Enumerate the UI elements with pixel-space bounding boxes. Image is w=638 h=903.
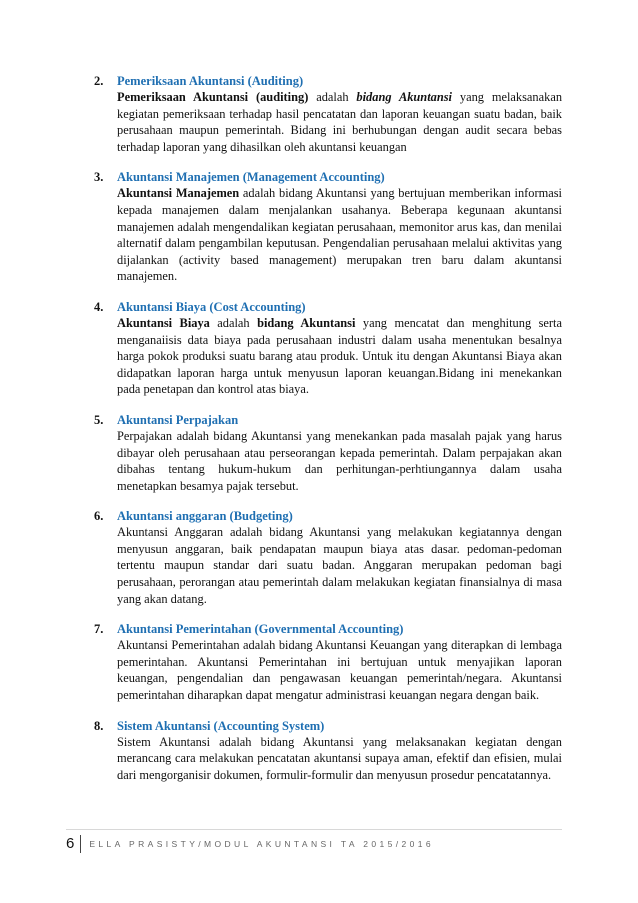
list-item-content: [117, 412, 562, 494]
section-heading: Akuntansi Biaya (Cost Accounting): [117, 299, 306, 314]
emphasized-text: Akuntansi Manajemen: [117, 186, 240, 201]
list-item-content: [117, 508, 562, 607]
section-heading: Pemeriksaan Akuntansi (Auditing): [117, 74, 304, 88]
page-footer: [66, 835, 434, 853]
footer-text: ELLA PRASISTY/MODUL AKUNTANSI TA 2015/2016: [89, 839, 435, 849]
paragraph-text: adalah: [209, 315, 258, 330]
list-item: [94, 718, 562, 784]
list-item: [94, 412, 562, 494]
section-paragraph: [117, 315, 562, 398]
list-item-number: 5.: [94, 412, 104, 427]
list-item-number: 4.: [94, 299, 104, 314]
page-number: 6: [66, 835, 81, 853]
paragraph-text: Akuntansi Pemerintahan adalah bidang Akuntansi Keuangan yang diterapkan di lembaga pemerintahan. Akuntansi Pemerintahan ini bertujuan untuk menyajikan laporan keuangan, pengendalian dan pengawasan keuangan pemerintah/negara. Akuntansi pemerintahan diharapkan dapat mengatur administrasi keuangan negara dengan baik.: [117, 638, 562, 703]
paragraph-text: Akuntansi Anggaran adalah bidang Akuntansi yang melakukan kegiatannya dengan menyusun anggaran, baik pendapatan maupun biaya atas dasar. pedoman-pedoman tertentu maupun standar dari suatu badan. Anggaran merupakan pedoman bagi perusahaan, perorangan atau pemerintah dalam melakukan kegiatan finansialnya di masa yang akan datang.: [117, 525, 562, 606]
section-paragraph: [117, 185, 562, 285]
paragraph-text: yang melaksanakan kegiatan pemeriksaan terhadap hasil pencatatan dan laporan keuangan suatu badan, baik perusahaan maupun pemerintah. Bidang ini berhubungan dengan audit secara bebas terhadap laporan yang dihasilkan oleh akuntansi keuangan: [117, 90, 563, 154]
list-item-content: [117, 169, 562, 285]
section-heading: Akuntansi Perpajakan: [117, 412, 239, 427]
section-paragraph: [117, 89, 562, 155]
section-paragraph: [117, 734, 562, 784]
list-item-content: [117, 299, 562, 398]
list-item-content: [117, 621, 562, 703]
section-heading: Akuntansi Manajemen (Management Accounting): [117, 170, 385, 185]
list-item: [94, 73, 562, 155]
section-paragraph: [117, 524, 562, 607]
emphasized-text: Akuntansi Biaya: [117, 315, 210, 330]
list-item-number: 3.: [94, 170, 104, 185]
section-paragraph: [117, 637, 562, 703]
paragraph-text: yang mencatat dan menghitung serta menganaiisis data biaya pada perusahaan industri dalam usaha menentukan besalnya harga pokok produksi suatu barang atau produk. Untuk itu dengan Akuntansi Biaya akan didapatkan laporan harga untuk menyusun laporan keuangan.Bidang ini menekankan pada penetapan dan kontrol atas biaya.: [117, 315, 562, 397]
footer-divider: [66, 829, 562, 830]
list-item-number: 8.: [94, 718, 104, 733]
section-heading: Sistem Akuntansi (Accounting System): [117, 718, 325, 733]
section-heading: Akuntansi anggaran (Budgeting): [117, 509, 293, 524]
list-item-content: [117, 718, 562, 784]
list-item: [94, 299, 562, 398]
paragraph-text: Perpajakan adalah bidang Akuntansi yang menekankan pada masalah pajak yang harus dibayar oleh perusahaan atau perseorangan kepada pemerintah. Dalam perpajakan akan dibahas tentang hukum-hukum dan perhitungan-perhtiunganny‌a dalam usaha menetapkan besamya pajak tersebut.: [117, 428, 562, 493]
paragraph-text: adalah bidang Akuntansi yang bertujuan memberikan informasi kepada manajemen dalam menjalankan usahanya. Beberapa kegunaan akuntansi manajemen adalah mengendalikan kegiatan perusahaan, memonitor arus kas, dan menilai alternatif dalam pengambilan keputusan. Pengendalian perusahaan melalui aktivitas yang dijalankan (activity based management) merupakan tren baru dalam akuntansi manajemen.: [117, 186, 562, 284]
list-item: [94, 621, 562, 703]
paragraph-text: adalah: [308, 90, 357, 104]
list-item: [94, 508, 562, 607]
emphasized-text: bidang Akuntansi: [257, 315, 356, 330]
list-item: [94, 169, 562, 285]
section-heading: Akuntansi Pemerintahan (Governmental Accounting): [117, 622, 404, 637]
list-item-number: 7.: [94, 622, 104, 637]
emphasized-text: bidang Akuntansi: [356, 90, 452, 104]
list-item-content: [117, 73, 562, 155]
document-body: [94, 73, 562, 797]
paragraph-text: Sistem Akuntansi adalah bidang Akuntansi yang melaksanakan kegiatan dengan merancang cara melakukan pencatatan akuntansi supaya aman, efektif dan efisien, mulai dari mengorganisir dokumen, formulir-formulir dan menyusun prosedur pencatatannya.: [117, 734, 562, 782]
list-item-number: 6.: [94, 509, 104, 524]
list-item-number: 2.: [94, 74, 104, 88]
section-paragraph: [117, 428, 562, 494]
emphasized-text: Pemeriksaan Akuntansi (auditing): [117, 90, 309, 104]
